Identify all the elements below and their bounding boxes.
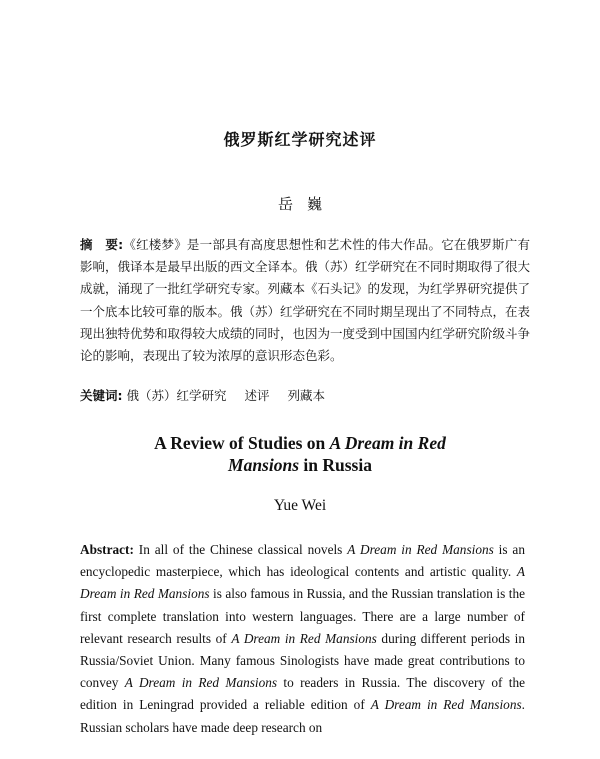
english-abstract-text: during different periods in Russia/Soviet Union. Many famous Sinologists have made great contributions to convey [80, 630, 525, 691]
english-abstract-text: to readers in Russia. The discovery of the edition in Leningrad provided a reliable edition of [80, 675, 525, 713]
english-author: Yue Wei [273, 497, 327, 514]
english-abstract-text: . Russian scholars have made deep research on [80, 697, 525, 735]
work-title-italic: A Dream in Red Mansions [370, 697, 522, 713]
chinese-keywords-label: 关键词: [80, 388, 123, 403]
chinese-keywords [80, 387, 530, 405]
work-title-italic: A Dream in Red Mansions [347, 542, 494, 557]
chinese-keyword: 俄（苏）红学研究 [126, 388, 227, 403]
english-abstract-text: is an encyclopedic masterpiece, which has ideological contents and artistic quality. [80, 542, 525, 580]
chinese-abstract-label: 摘 要: [80, 237, 124, 252]
english-abstract [80, 539, 525, 739]
work-title-italic: A Dream in Red Mansions [80, 564, 525, 602]
english-title-part1: A Review of Studies on [154, 433, 330, 453]
english-title-part2: in Russia [299, 455, 372, 475]
work-title-italic: A Dream in Red Mansions [231, 630, 377, 646]
chinese-keyword: 述评 [244, 388, 270, 403]
chinese-author: 岳巍 [277, 195, 336, 213]
english-title-italic2: Mansions [228, 455, 300, 475]
english-title-line2 [0, 454, 600, 476]
chinese-abstract [80, 234, 530, 367]
english-abstract-text: is also famous in Russia, and the Russian translation is the first complete translation into western languages. There are a large number of relevant research results of [80, 586, 525, 646]
chinese-title: 俄罗斯红学研究述评 [223, 130, 377, 149]
english-title [0, 432, 600, 476]
english-abstract-label: Abstract: [80, 542, 134, 557]
work-title-italic: A Dream in Red Mansions [124, 675, 278, 691]
english-title-italic1: A Dream in Red [329, 433, 446, 453]
english-abstract-text: In all of the Chinese classical novels [133, 542, 348, 557]
chinese-keyword: 列藏本 [287, 388, 325, 403]
chinese-abstract-text: 《红楼梦》是一部具有高度思想性和艺术性的伟大作品。它在俄罗斯广有影响，俄译本是最早出版的西文全译本。俄（苏）红学研究在不同时期取得了很大成就，涌现了一批红学研究专家。列藏本《石头记》的发现，为红学界研究提供了一个底本比较可靠的版本。俄（苏）红学研究在不同时期呈现出了不同特点，在表现出独特优势和取得较大成绩的同时，也因为一度受到中国国内红学研究阶级斗争论的影响，表现出了较为浓厚的意识形态色彩。 [80, 237, 531, 364]
